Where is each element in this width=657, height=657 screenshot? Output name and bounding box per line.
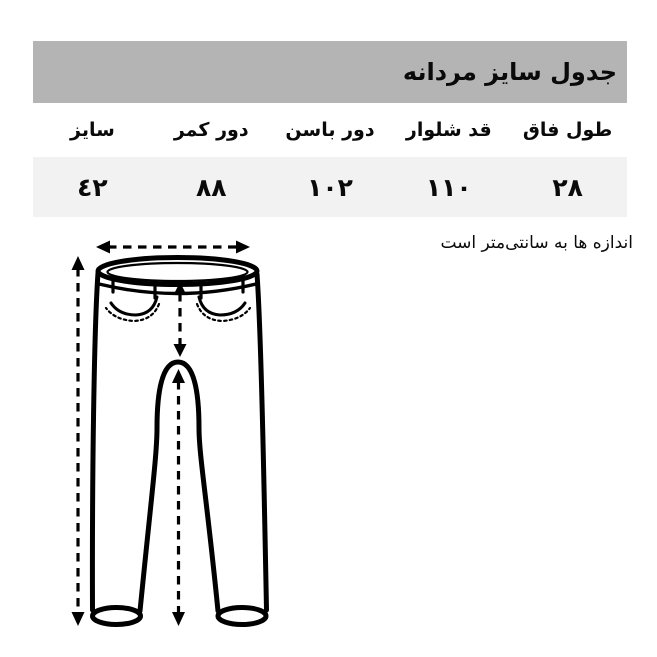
table-header-row — [33, 103, 627, 157]
leg-outer-left — [92, 273, 98, 610]
waist-opening-inner-rim — [108, 263, 248, 281]
value-size: ٤٢ — [77, 172, 108, 202]
pocket-left — [106, 297, 159, 321]
arrowhead-down-icon — [174, 344, 187, 357]
value-hip: ١٠٢ — [307, 172, 353, 202]
length-arrow — [72, 256, 85, 626]
arrowhead-right-icon — [236, 241, 250, 254]
waist-width-arrow — [96, 241, 250, 254]
arrowhead-left-icon — [96, 241, 110, 254]
table-value-row — [33, 157, 627, 217]
arrowhead-up-icon — [172, 369, 185, 383]
value-waist: ٨٨ — [195, 172, 227, 202]
arrowhead-up-icon — [72, 256, 85, 270]
cuff-right — [218, 608, 266, 625]
col-header-rise: طول فاق — [522, 119, 613, 141]
value-length: ١١٠ — [425, 172, 472, 202]
table-title: جدول سایز مردانه — [402, 58, 617, 86]
inseam-arrow — [172, 369, 185, 626]
table-title-bar — [33, 41, 627, 103]
arrowhead-down-icon — [172, 612, 185, 626]
pants-measurement-diagram — [55, 230, 290, 650]
pocket-right — [197, 297, 250, 321]
col-header-waist: دور کمر — [173, 119, 249, 141]
arrowhead-down-icon — [72, 612, 85, 626]
value-rise: ٢٨ — [552, 172, 583, 202]
leg-outer-right — [257, 274, 267, 610]
size-table — [33, 41, 627, 217]
cuff-left — [93, 608, 141, 625]
col-header-size: سایز — [70, 119, 115, 141]
col-header-length: قد شلوار — [405, 119, 492, 141]
col-header-hip: دور باسن — [285, 119, 375, 141]
unit-note: اندازه ها به سانتی‌متر است — [440, 233, 633, 253]
